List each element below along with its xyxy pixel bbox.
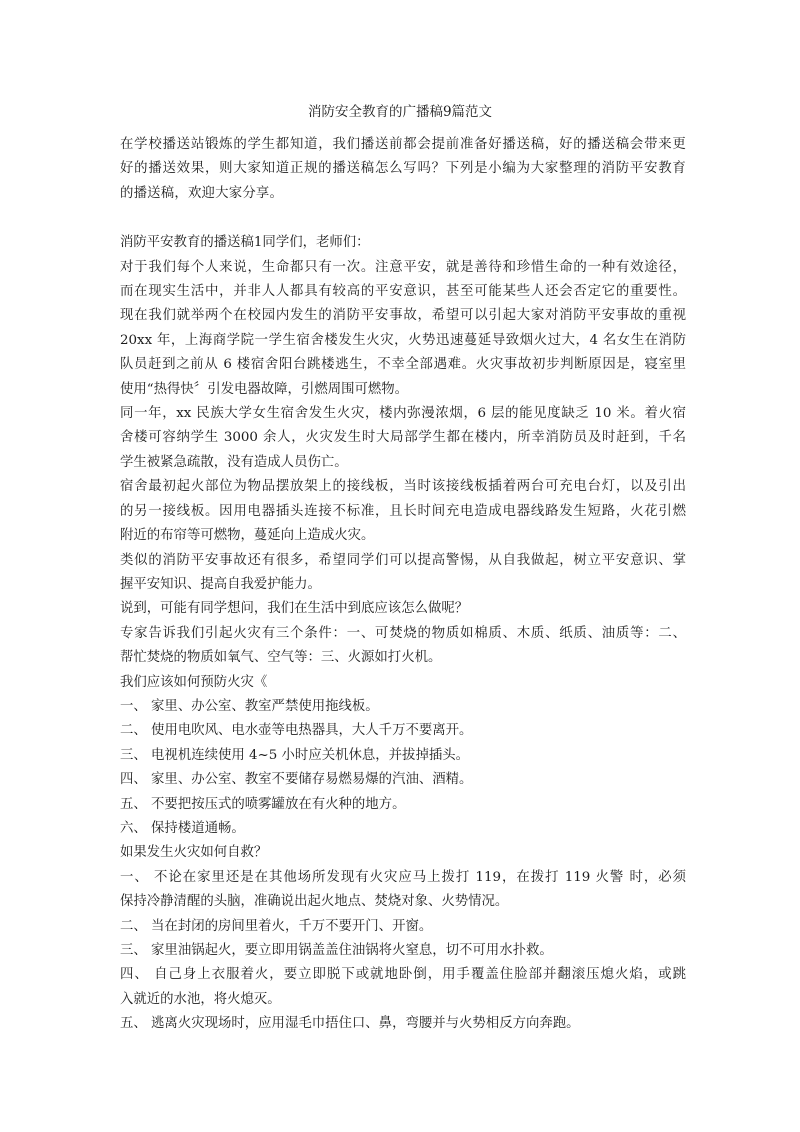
text-line: 学生被紧急疏散，没有造成人员伤亡。 xyxy=(120,454,348,470)
text-line: 帮忙焚烧的物质如氧气、空气等：三、火源如打火机。 xyxy=(120,650,442,666)
text-line: 的另一接线板。因用电器插头连接不标准，且长时间充电造成电器线路发生短路，火花引燃 xyxy=(120,503,686,519)
list-item: 四、 家里、办公室、教室不要储存易燃易爆的汽油、酒精。 xyxy=(120,772,473,788)
list-item: 一、 不论在家里还是在其他场所发现有火灾应马上拨打 119，在拨打 119 火警 时，必须 xyxy=(120,869,686,885)
document-title: 消防安全教育的广播稿9篇范文 xyxy=(307,104,493,120)
list-item: 六、 保持楼道通畅。 xyxy=(120,820,245,836)
text-line: 对于我们每个人来说，生命都只有一次。注意平安，就是善待和珍惜生命的一种有效途径， xyxy=(120,259,686,275)
text-line: 而在现实生活中，并非人人都具有较高的平安意识，甚至可能某些人还会否定它的重要性。 xyxy=(120,284,686,300)
list-item: 四、 自己身上衣服着火，要立即脱下或就地卧倒，用手覆盖住脸部并翻滚压熄火焰，或跳 xyxy=(120,967,686,983)
text-line: 舍楼可容纳学生 3000 余人，火灾发生时大局部学生都在楼内，所幸消防员及时赶到，千名 xyxy=(120,430,686,446)
paragraph-gap xyxy=(120,206,686,231)
list-heading: 我们应该如何预防火灾《 xyxy=(120,674,268,690)
text-line: 队员赶到之前从 6 楼宿舍阳台跳楼逃生，不幸全部遇难。火灾事故初步判断原因是，寝室里 xyxy=(120,357,686,373)
intro-paragraph xyxy=(120,133,686,206)
text-line: 专家告诉我们引起火灾有三个条件：一、可焚烧的物质如棉质、木质、纸质、油质等：二、 xyxy=(120,625,686,641)
document-body xyxy=(120,133,686,1037)
text-line: 保持冷静清醒的头脑，准确说出起火地点、焚烧对象、火势情况。 xyxy=(120,894,509,910)
text-line: 20xx 年，上海商学院一学生宿舍楼发生火灾，火势迅速蔓延导致烟火过大，4 名女生在消防 xyxy=(120,332,686,348)
text-line: 好的播送效果，则大家知道正规的播送稿怎么写吗？下列是小编为大家整理的消防平安教育 xyxy=(120,161,686,177)
text-line: 在学校播送站锻炼的学生都知道，我们播送前都会提前准备好播送稿，好的播送稿会带来更 xyxy=(120,137,686,152)
broadcast-script-1 xyxy=(120,231,686,1036)
text-line: 类似的消防平安事故还有很多，希望同学们可以提高警惕，从自我做起，树立平安意识、掌 xyxy=(120,552,686,568)
text-line: 宿舍最初起火部位为物品摆放架上的接线板，当时该接线板插着两台可充电台灯，以及引出 xyxy=(120,479,686,495)
list-item: 三、 电视机连续使用 4~5 小时应关机休息，并拔掉插头。 xyxy=(120,747,470,763)
text-line: 现在我们就举两个在校园内发生的消防平安事故，希望可以引起大家对消防平安事故的重视 xyxy=(120,308,686,324)
list-item: 五、 不要把按压式的喷雾罐放在有火种的地方。 xyxy=(120,796,406,812)
list-item: 二、 使用电吹风、电水壶等电热器具，大人千万不要离开。 xyxy=(120,723,473,739)
text-line: 使用“热得快〞引发电器故障，引燃周围可燃物。 xyxy=(120,381,409,397)
text-line: 说到，可能有同学想问，我们在生活中到底应该怎么做呢？ xyxy=(120,601,469,617)
text-line: 入就近的水池，将火熄灭。 xyxy=(120,991,281,1007)
list-item: 二、 当在封闭的房间里着火，千万不要开门、开窗。 xyxy=(120,918,433,934)
section-heading: 消防平安教育的播送稿1同学们，老师们： xyxy=(120,235,370,251)
list-item: 三、 家里油锅起火，要立即用锅盖盖住油锅将火窒息，切不可用水扑救。 xyxy=(120,943,553,958)
list-heading: 如果发生火灾如何自救？ xyxy=(120,845,268,861)
text-line: 同一年，xx 民族大学女生宿舍发生火灾，楼内弥漫浓烟，6 层的能见度缺乏 10 米。着火宿 xyxy=(120,406,686,422)
list-item: 一、 家里、办公室、教室严禁使用拖线板。 xyxy=(120,698,379,714)
text-line: 的播送稿，欢迎大家分享。 xyxy=(120,185,284,201)
list-item: 五、 逃离火灾现场时，应用湿毛巾捂住口、鼻，弯腰并与火势相反方向奔跑。 xyxy=(120,1016,580,1032)
text-line: 握平安知识、提高自我爱护能力。 xyxy=(120,576,321,592)
text-line: 附近的布帘等可燃物，蔓延向上造成火灾。 xyxy=(120,528,375,544)
